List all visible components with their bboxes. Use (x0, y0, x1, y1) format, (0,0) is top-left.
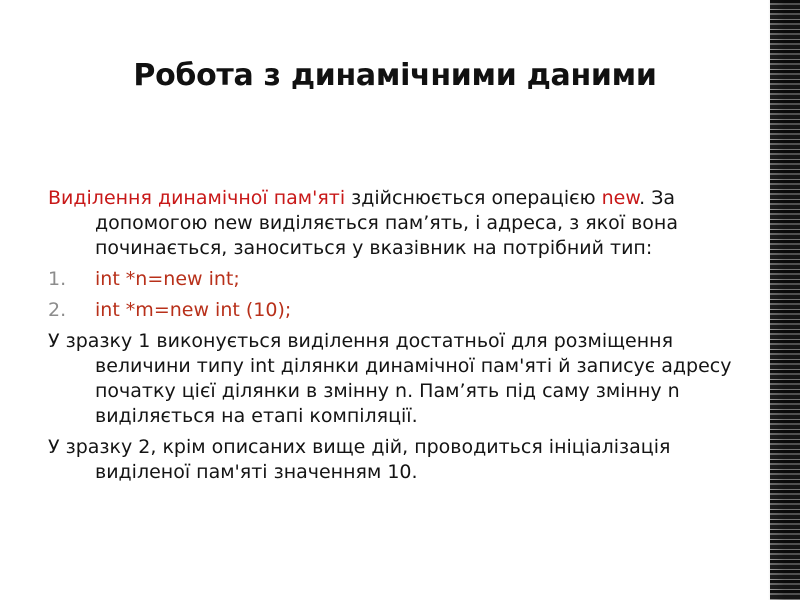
explanation-paragraph: У зразку 2, крім описаних вище дій, проводиться ініціалізація виділеної пам'яті значенням 10. (48, 436, 671, 483)
slide-title: Робота з динамічними даними (133, 58, 657, 93)
list-number: 2. (48, 299, 67, 321)
slide-body (48, 186, 748, 491)
list-item (48, 267, 748, 292)
code-sample: int *m=new int (10); (95, 299, 292, 321)
intro-paragraph (48, 186, 748, 261)
list-item (48, 298, 748, 323)
highlight-term: Виділення динамічної пам'яті (48, 187, 346, 209)
keyword-new: new (601, 187, 640, 209)
list-number: 1. (48, 268, 67, 290)
intro-text-b: . За допомогою new виділяється пам’ять, і адреса, з якої вона починається, заноситься у вказівник на потрібний тип: (95, 187, 678, 259)
explanation-paragraph: У зразку 1 виконується виділення достатньої для розміщення величини типу int ділянки динамічної пам'яті й записує адресу початку цієї ділянки в змінну n. Пам’ять під саму змінну n виділяється на етапі компіляції. (48, 330, 732, 427)
decorative-striped-edge (770, 0, 800, 600)
code-sample: int *n=new int; (95, 268, 240, 290)
intro-text-a: здійснюється операцією (345, 187, 602, 209)
